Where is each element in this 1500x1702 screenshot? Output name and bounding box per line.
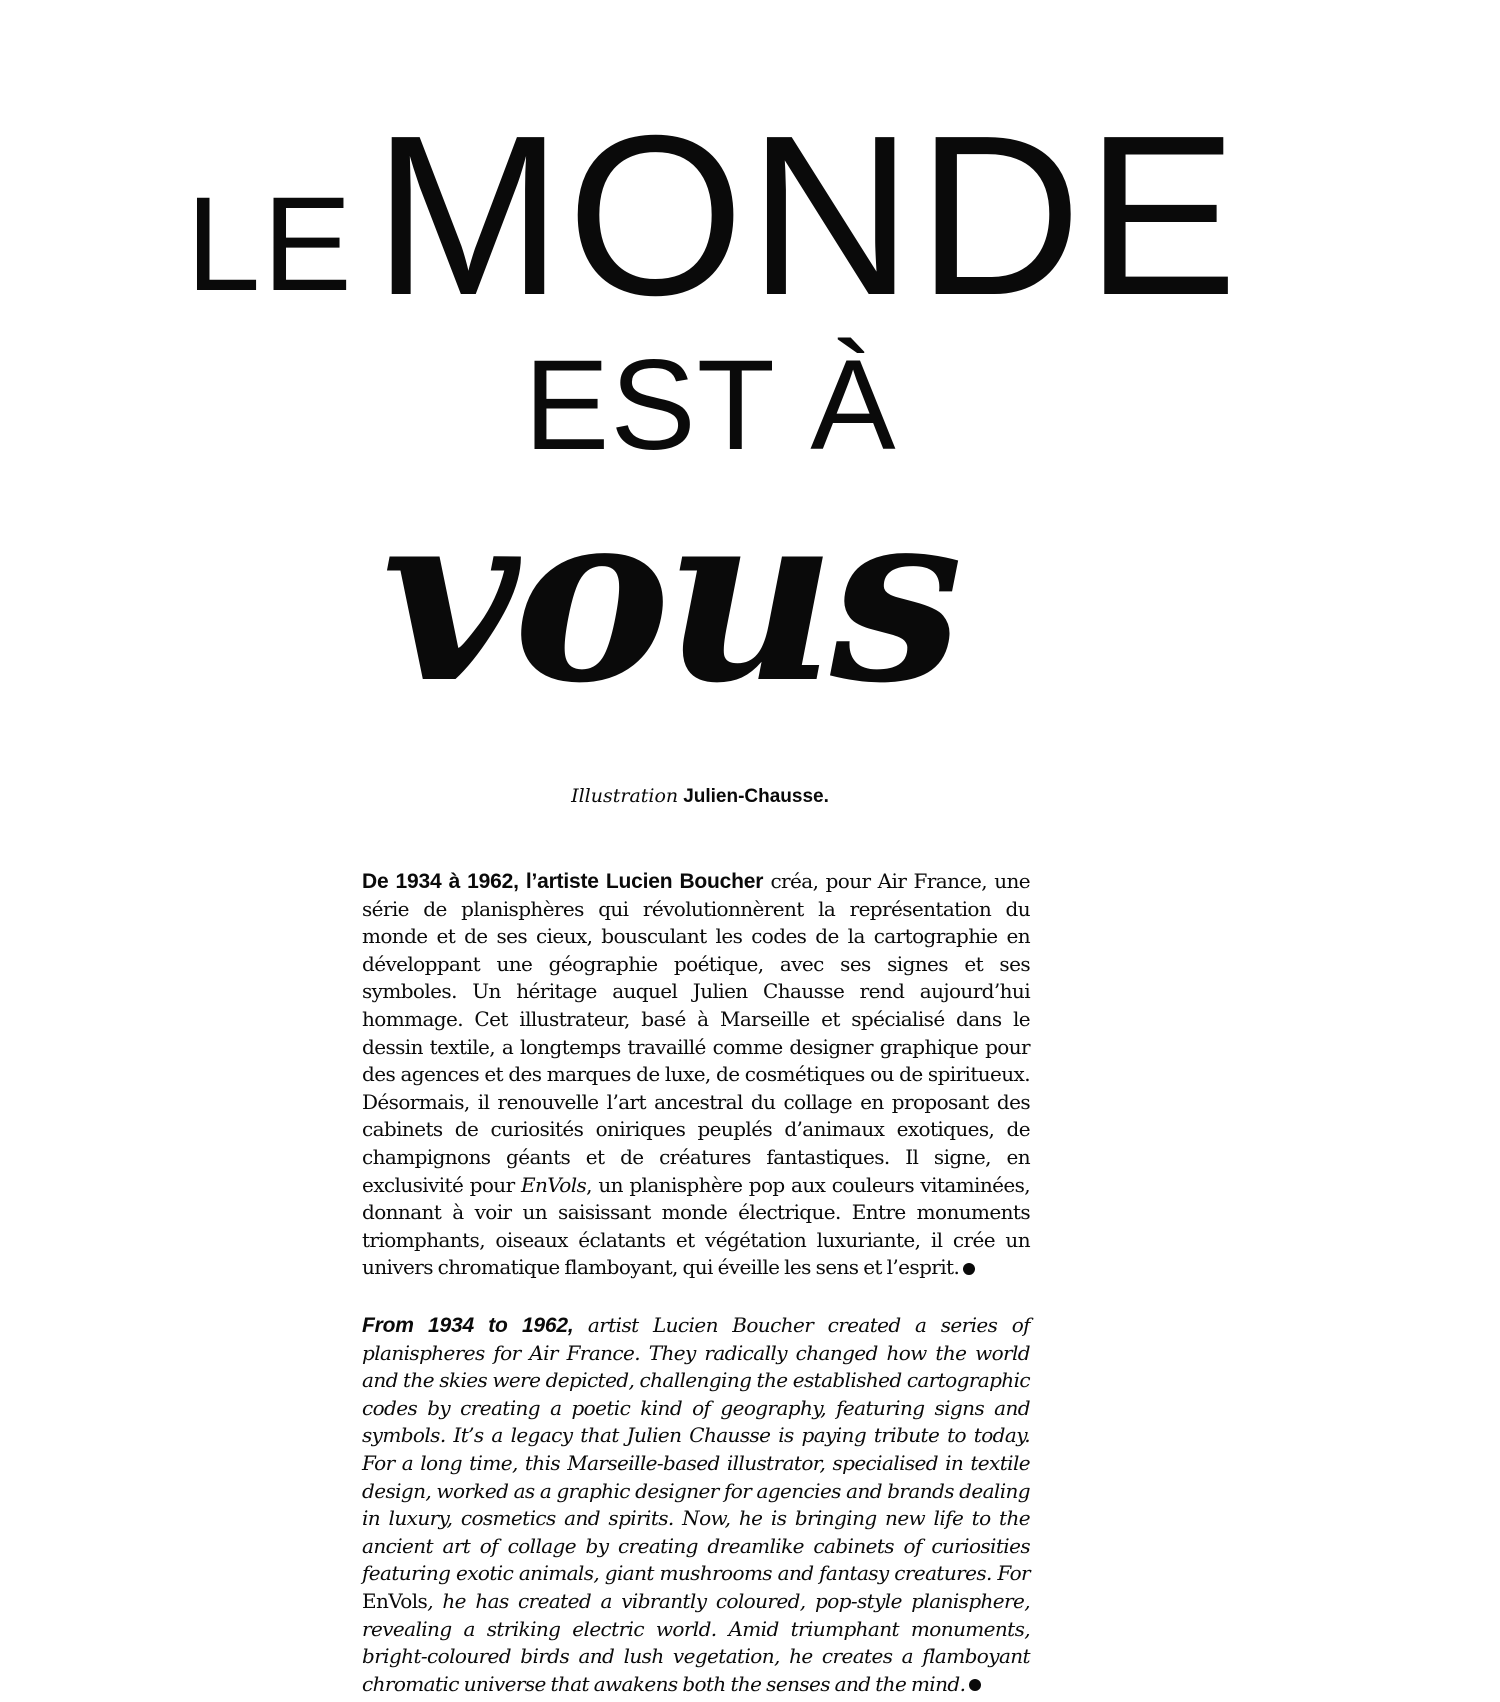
english-magazine-name: EnVols bbox=[362, 1588, 428, 1613]
english-text-part1: artist Lucien Boucher created a series of planispheres for Air France. They radically changed how the world and the skies were depicted, challenging the established cartographic codes by creating a poetic kind of geography, featuring signs and symbols. It’s a legacy that Julien Chausse is paying tribute to today. For a long time, this Marseille-based illustrator, specialised in textile design, worked as a graphic designer for agencies and brands dealing in luxury, cosmetics and spirits. Now, he is bringing new life to the ancient art of collage by creating dreamlike cabinets of curiosities featuring exotic animals, giant mushrooms and fantasy creatures. For bbox=[362, 1313, 1030, 1586]
end-bullet-icon bbox=[969, 1679, 981, 1691]
english-lead: From 1934 to 1962, bbox=[362, 1314, 574, 1337]
end-bullet-icon bbox=[963, 1263, 975, 1275]
title-est-a: EST À bbox=[524, 334, 897, 477]
french-lead: De 1934 à 1962, l’artiste Lucien Boucher bbox=[362, 870, 764, 893]
title-vous: vous bbox=[382, 457, 957, 735]
french-magazine-name: EnVols bbox=[520, 1172, 587, 1197]
title-monde: MONDE bbox=[373, 89, 1242, 343]
title-le: LE bbox=[186, 170, 354, 319]
illustration-credit bbox=[0, 786, 1400, 806]
article-french bbox=[362, 868, 1030, 1282]
french-text-part2: , un planisphère pop aux couleurs vitaminées, donnant à voir un saisissant monde électrique. Entre monuments triomphants, oiseaux éclatants et végétation luxuriante, il crée un univers chromatique flamboyant, qui éveille les sens et l’esprit. bbox=[362, 1172, 1031, 1280]
credit-label: Illustration bbox=[571, 785, 679, 807]
english-text-part2: , he has created a vibrantly coloured, pop-style planisphere, revealing a striking electric world. Amid triumphant monuments, bright-coloured birds and lush vegetation, he creates a flamboyant chromatic universe that awakens both the senses and the mind. bbox=[362, 1588, 1030, 1696]
credit-name: Julien-Chausse. bbox=[683, 786, 829, 807]
article-english bbox=[362, 1312, 1030, 1698]
french-text-part1: créa, pour Air France, une série de planisphères qui révolutionnèrent la représentation du monde et de ses cieux, bousculant les codes de la cartographie en développant une géographie poétique, avec ses signes et ses symboles. Un héritage auquel Julien Chausse rend aujourd’hui hommage. Cet illustrateur, basé à Marseille et spécialisé dans le dessin textile, a longtemps travaillé comme designer graphique pour des agences et des marques de luxe, de cosmétiques ou de spiritueux. Désormais, il renouvelle l’art ancestral du collage en proposant des cabinets de curiosités oniriques peuplés d’animaux exotiques, de champignons géants et de créatures fantastiques. Il signe, en exclusivité pour bbox=[362, 869, 1030, 1197]
